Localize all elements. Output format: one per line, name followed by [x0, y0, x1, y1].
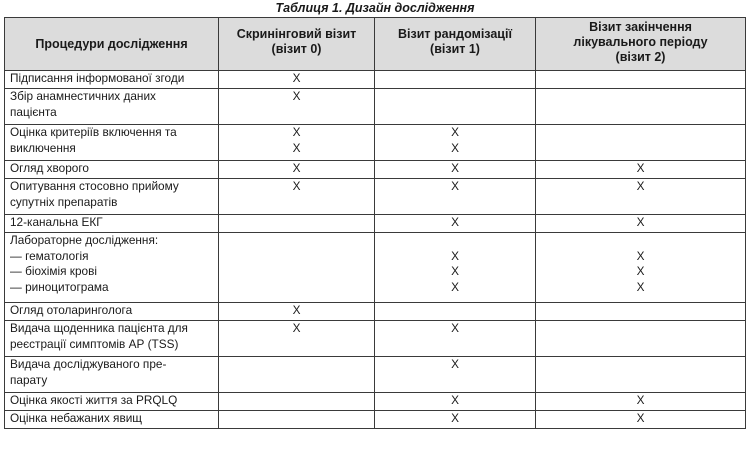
visit-mark — [536, 125, 745, 141]
visit-mark — [219, 373, 374, 389]
cell-visit-0 — [219, 233, 375, 303]
cell-visit-0 — [219, 71, 375, 89]
procedure-text: Видача щоденника пацієнта для — [10, 321, 188, 335]
visit-mark — [375, 195, 535, 211]
cell-visit-2 — [536, 321, 746, 357]
cell-visit-2 — [536, 125, 746, 161]
visit-mark: X — [292, 89, 301, 103]
table-row — [5, 233, 746, 303]
table-row — [5, 215, 746, 233]
cell-visit-1 — [375, 411, 536, 429]
visit-mark — [536, 105, 745, 121]
visit-mark: X — [451, 321, 459, 335]
visit-mark: X — [451, 279, 459, 294]
visit-mark: X — [451, 215, 459, 229]
cell-visit-1 — [375, 233, 536, 303]
visit-mark — [219, 195, 374, 211]
visit-mark: X — [451, 264, 459, 278]
cell-visit-1 — [375, 71, 536, 89]
visit-mark — [219, 105, 374, 121]
cell-visit-1 — [375, 179, 536, 215]
procedure-text: Огляд хворого — [10, 161, 89, 175]
visit-mark: X — [451, 357, 459, 371]
visit-mark — [219, 215, 374, 231]
visit-mark: X — [292, 71, 301, 85]
cell-procedure — [5, 71, 219, 89]
visit-mark — [536, 303, 745, 319]
cell-visit-1 — [375, 161, 536, 179]
visit-mark: X — [451, 179, 459, 193]
procedure-text: Оцінка критеріїв включення та — [10, 125, 177, 139]
procedure-text: — риноцитограма — [10, 279, 109, 294]
cell-visit-0 — [219, 89, 375, 125]
visit-mark: X — [451, 411, 459, 425]
cell-visit-2 — [536, 71, 746, 89]
cell-procedure — [5, 233, 219, 303]
procedure-text: Підписання інформованої згоди — [10, 71, 185, 85]
visit-mark — [219, 411, 374, 427]
cell-visit-2 — [536, 89, 746, 125]
cell-procedure — [5, 393, 219, 411]
visit-mark — [219, 249, 374, 265]
cell-procedure — [5, 411, 219, 429]
visit-mark — [536, 195, 745, 211]
visit-mark: X — [636, 393, 645, 407]
table-row — [5, 161, 746, 179]
header-row — [5, 18, 746, 71]
cell-visit-1 — [375, 393, 536, 411]
visit-mark: X — [636, 161, 645, 175]
visit-mark — [375, 337, 535, 353]
cell-visit-2 — [536, 215, 746, 233]
cell-procedure — [5, 303, 219, 321]
header-visit-2 — [536, 18, 746, 71]
visit-mark: X — [636, 411, 645, 425]
visit-mark: X — [292, 321, 301, 335]
table-row — [5, 89, 746, 125]
visit-mark — [375, 89, 535, 105]
header-visit-2-line: Візит закінчення — [589, 20, 692, 34]
cell-visit-2 — [536, 357, 746, 393]
visit-mark — [536, 233, 745, 249]
header-visit-0-line: (візит 0) — [271, 42, 322, 56]
procedure-text: — гематологія — [10, 248, 89, 263]
study-design-table — [4, 17, 746, 429]
cell-visit-2 — [536, 411, 746, 429]
procedure-text: Видача досліджуваного пре- — [10, 357, 167, 371]
procedure-text: Опитування стосовно прийому — [10, 179, 179, 193]
table-row — [5, 357, 746, 393]
cell-procedure — [5, 321, 219, 357]
visit-mark — [375, 373, 535, 389]
cell-visit-0 — [219, 125, 375, 161]
visit-mark — [219, 233, 374, 249]
visit-mark: X — [636, 248, 645, 263]
cell-visit-0 — [219, 215, 375, 233]
procedure-text: парату — [10, 372, 48, 387]
cell-visit-1 — [375, 125, 536, 161]
visit-mark: X — [451, 393, 459, 407]
cell-procedure — [5, 89, 219, 125]
visit-mark: X — [636, 264, 645, 278]
cell-procedure — [5, 357, 219, 393]
cell-visit-1 — [375, 321, 536, 357]
visit-mark: X — [292, 303, 301, 317]
cell-visit-0 — [219, 411, 375, 429]
visit-mark: X — [451, 125, 459, 139]
cell-visit-0 — [219, 179, 375, 215]
visit-mark — [536, 373, 745, 389]
cell-visit-0 — [219, 321, 375, 357]
table-row — [5, 303, 746, 321]
cell-visit-0 — [219, 303, 375, 321]
procedure-text: Збір анамнестичних даних — [10, 89, 156, 103]
visit-mark — [375, 233, 535, 249]
table-row — [5, 393, 746, 411]
procedure-text: супутніх препаратів — [10, 194, 118, 209]
header-procedure-label: Процедури дослідження — [35, 36, 188, 51]
cell-visit-2 — [536, 393, 746, 411]
visit-mark: X — [636, 279, 645, 294]
visit-mark — [536, 357, 745, 373]
visit-mark: X — [292, 179, 301, 193]
visit-mark — [219, 280, 374, 296]
cell-visit-2 — [536, 233, 746, 303]
visit-mark: X — [292, 125, 301, 139]
visit-mark — [375, 303, 535, 319]
cell-procedure — [5, 161, 219, 179]
visit-mark: X — [636, 215, 645, 229]
procedure-text: пацієнта — [10, 104, 57, 119]
visit-mark — [219, 337, 374, 353]
cell-procedure — [5, 215, 219, 233]
cell-procedure — [5, 179, 219, 215]
table-row — [5, 71, 746, 89]
cell-visit-2 — [536, 161, 746, 179]
header-visit-1-line: Візит рандомізації — [398, 27, 512, 41]
cell-procedure — [5, 125, 219, 161]
header-visit-0 — [219, 18, 375, 71]
visit-mark — [536, 321, 745, 337]
table-row — [5, 321, 746, 357]
cell-visit-0 — [219, 357, 375, 393]
table-title: Таблиця 1. Дизайн дослідження — [275, 1, 475, 15]
procedure-text: Оцінка небажаних явищ — [10, 411, 143, 425]
procedure-text: Оцінка якості життя за PRQLQ — [10, 393, 178, 407]
header-visit-1 — [375, 18, 536, 71]
table-row — [5, 411, 746, 429]
header-procedure — [5, 18, 219, 71]
cell-visit-1 — [375, 215, 536, 233]
visit-mark — [375, 105, 535, 121]
visit-mark: X — [292, 161, 301, 175]
cell-visit-2 — [536, 303, 746, 321]
visit-mark: X — [451, 140, 459, 155]
procedure-text: реєстрації симптомів АР (TSS) — [10, 336, 179, 351]
table-body — [5, 71, 746, 429]
procedure-text: Лабораторне дослідження: — [10, 233, 159, 247]
visit-mark: X — [292, 140, 301, 155]
header-visit-0-line: Скринінговий візит — [236, 27, 357, 41]
visit-mark — [219, 264, 374, 280]
procedure-text: — біохімія крові — [10, 264, 97, 278]
header-visit-1-line: (візит 1) — [430, 42, 480, 56]
cell-visit-1 — [375, 89, 536, 125]
procedure-text: виключення — [10, 140, 76, 155]
visit-mark — [375, 71, 535, 87]
visit-mark — [536, 141, 745, 157]
cell-visit-1 — [375, 303, 536, 321]
table-row — [5, 125, 746, 161]
visit-mark — [219, 357, 374, 373]
visit-mark: X — [636, 179, 645, 193]
visit-mark — [219, 393, 374, 409]
procedure-text: 12-канальна ЕКГ — [10, 215, 103, 229]
cell-visit-0 — [219, 393, 375, 411]
visit-mark — [536, 337, 745, 353]
visit-mark — [536, 71, 745, 87]
procedure-text: Огляд отоларинголога — [10, 303, 133, 317]
cell-visit-0 — [219, 161, 375, 179]
cell-visit-2 — [536, 179, 746, 215]
header-visit-2-line: (візит 2) — [615, 50, 666, 64]
table-row — [5, 179, 746, 215]
visit-mark: X — [451, 248, 459, 263]
visit-mark: X — [451, 161, 459, 175]
visit-mark — [536, 89, 745, 105]
cell-visit-1 — [375, 357, 536, 393]
header-visit-2-line: лікувального періоду — [573, 35, 708, 49]
